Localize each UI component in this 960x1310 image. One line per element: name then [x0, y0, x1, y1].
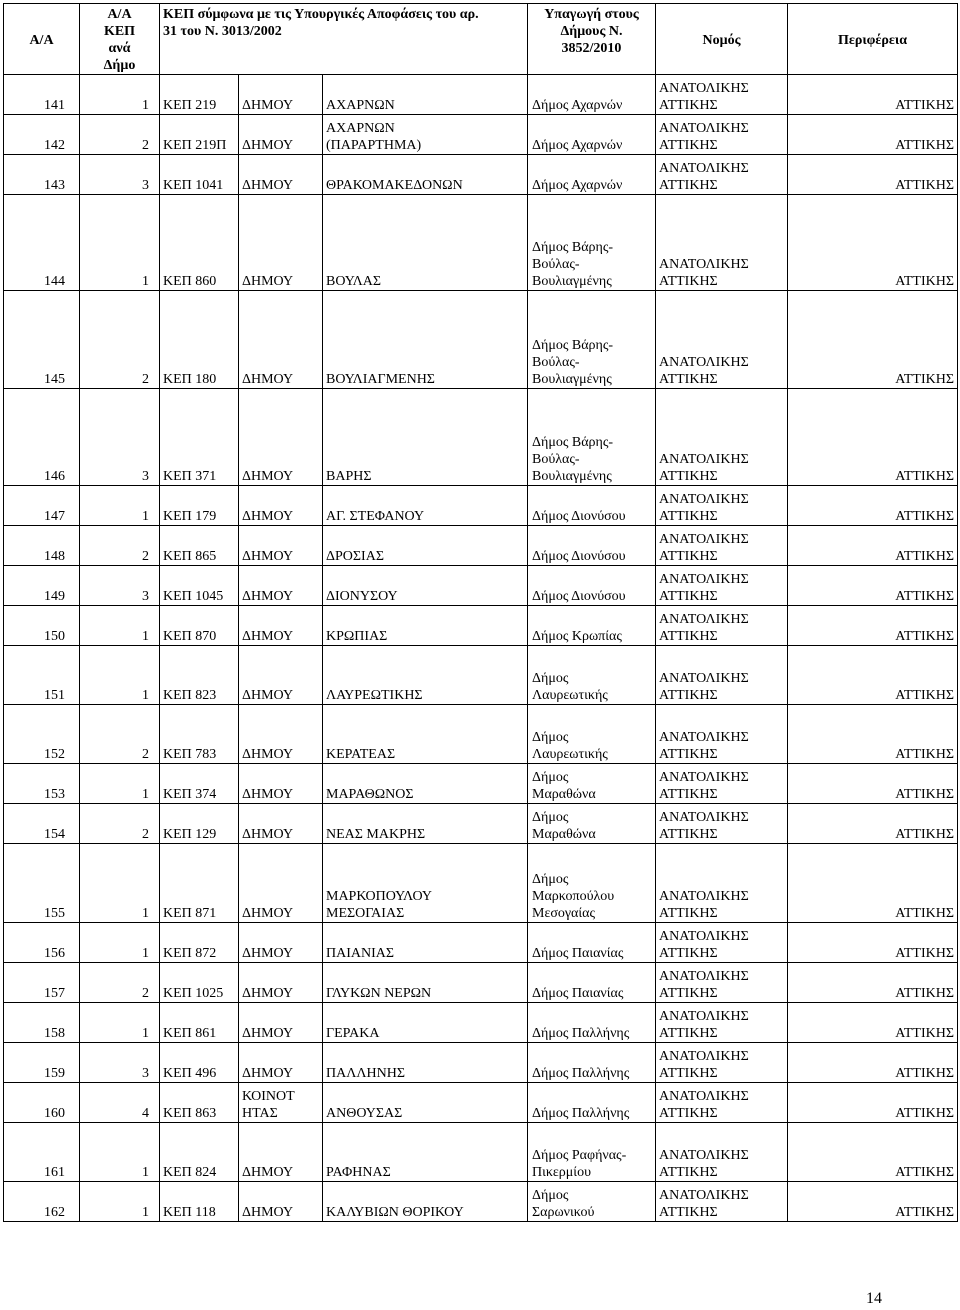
- row-ypagogi: Δήμος Σαρωνικού: [528, 1182, 656, 1222]
- row-ypagogi: Δήμος Διονύσου: [528, 526, 656, 566]
- row-kep: ΚΕΠ 823: [160, 646, 239, 705]
- row-aa: 149: [4, 566, 80, 606]
- row-aa: 158: [4, 1003, 80, 1043]
- row-aa: 154: [4, 804, 80, 844]
- row-type: ΔΗΜΟΥ: [239, 844, 323, 923]
- row-perifereia: ΑΤΤΙΚΗΣ: [788, 764, 958, 804]
- row-nomos: ΑΝΑΤΟΛΙΚΗΣ ΑΤΤΙΚΗΣ: [656, 115, 788, 155]
- row-kep: ΚΕΠ 860: [160, 195, 239, 291]
- row-nomos: ΑΝΑΤΟΛΙΚΗΣ ΑΤΤΙΚΗΣ: [656, 75, 788, 115]
- row-type: ΔΗΜΟΥ: [239, 923, 323, 963]
- row-type: ΔΗΜΟΥ: [239, 1043, 323, 1083]
- table-row: [4, 155, 958, 195]
- row-type: ΔΗΜΟΥ: [239, 389, 323, 486]
- row-aa-dimo: 1: [80, 1182, 160, 1222]
- row-ypagogi: Δήμος Ραφήνας- Πικερμίου: [528, 1123, 656, 1182]
- row-aa-dimo: 3: [80, 389, 160, 486]
- row-name: ΑΝΘΟΥΣΑΣ: [323, 1083, 528, 1123]
- row-name: ΔΙΟΝΥΣΟΥ: [323, 566, 528, 606]
- table-row: [4, 526, 958, 566]
- row-nomos: ΑΝΑΤΟΛΙΚΗΣ ΑΤΤΙΚΗΣ: [656, 844, 788, 923]
- row-name: ΜΑΡΑΘΩΝΟΣ: [323, 764, 528, 804]
- row-aa: 155: [4, 844, 80, 923]
- row-type: ΔΗΜΟΥ: [239, 195, 323, 291]
- row-type: ΔΗΜΟΥ: [239, 1003, 323, 1043]
- page-number: 14: [866, 1290, 882, 1307]
- row-perifereia: ΑΤΤΙΚΗΣ: [788, 1043, 958, 1083]
- row-ypagogi: Δήμος Διονύσου: [528, 566, 656, 606]
- row-name: ΑΧΑΡΝΩΝ: [323, 75, 528, 115]
- row-ypagogi: Δήμος Βάρης- Βούλας- Βουλιαγμένης: [528, 195, 656, 291]
- row-aa-dimo: 1: [80, 75, 160, 115]
- row-nomos: ΑΝΑΤΟΛΙΚΗΣ ΑΤΤΙΚΗΣ: [656, 764, 788, 804]
- table-row: [4, 75, 958, 115]
- row-type: ΔΗΜΟΥ: [239, 606, 323, 646]
- row-nomos: ΑΝΑΤΟΛΙΚΗΣ ΑΤΤΙΚΗΣ: [656, 606, 788, 646]
- row-kep: ΚΕΠ 872: [160, 923, 239, 963]
- header-ypagogi: Υπαγωγή στους Δήμους Ν. 3852/2010: [528, 4, 656, 75]
- row-ypagogi: Δήμος Αχαρνών: [528, 75, 656, 115]
- row-kep: ΚΕΠ 1025: [160, 963, 239, 1003]
- row-aa-dimo: 1: [80, 844, 160, 923]
- row-name: ΠΑΛΛΗΝΗΣ: [323, 1043, 528, 1083]
- header-perifereia: Περιφέρεια: [788, 4, 958, 75]
- row-name: ΒΟΥΛΙΑΓΜΕΝΗΣ: [323, 291, 528, 389]
- row-type: ΔΗΜΟΥ: [239, 1123, 323, 1182]
- row-perifereia: ΑΤΤΙΚΗΣ: [788, 1182, 958, 1222]
- row-name: ΡΑΦΗΝΑΣ: [323, 1123, 528, 1182]
- table-row: [4, 705, 958, 764]
- row-aa-dimo: 3: [80, 155, 160, 195]
- header-aa: Α/Α: [4, 4, 80, 75]
- row-perifereia: ΑΤΤΙΚΗΣ: [788, 291, 958, 389]
- row-kep: ΚΕΠ 118: [160, 1182, 239, 1222]
- row-aa: 162: [4, 1182, 80, 1222]
- row-perifereia: ΑΤΤΙΚΗΣ: [788, 115, 958, 155]
- row-name: ΓΛΥΚΩΝ ΝΕΡΩΝ: [323, 963, 528, 1003]
- header-kep: ΚΕΠ σύμφωνα με τις Υπουργικές Αποφάσεις του αρ. 31 του Ν. 3013/2002: [160, 4, 528, 75]
- row-nomos: ΑΝΑΤΟΛΙΚΗΣ ΑΤΤΙΚΗΣ: [656, 291, 788, 389]
- row-aa: 152: [4, 705, 80, 764]
- row-name: ΑΓ. ΣΤΕΦΑΝΟΥ: [323, 486, 528, 526]
- row-perifereia: ΑΤΤΙΚΗΣ: [788, 75, 958, 115]
- row-type: ΚΟΙΝΟΤ ΗΤΑΣ: [239, 1083, 323, 1123]
- row-ypagogi: Δήμος Παιανίας: [528, 923, 656, 963]
- header-aa-dimo: Α/Α ΚΕΠ ανά Δήμο: [80, 4, 160, 75]
- table-row: [4, 115, 958, 155]
- row-type: ΔΗΜΟΥ: [239, 1182, 323, 1222]
- table-row: [4, 844, 958, 923]
- table-row: [4, 764, 958, 804]
- row-aa-dimo: 3: [80, 1043, 160, 1083]
- row-kep: ΚΕΠ 861: [160, 1003, 239, 1043]
- row-kep: ΚΕΠ 870: [160, 606, 239, 646]
- row-aa: 146: [4, 389, 80, 486]
- row-aa-dimo: 2: [80, 705, 160, 764]
- row-ypagogi: Δήμος Παιανίας: [528, 963, 656, 1003]
- header-nomos: Νομός: [656, 4, 788, 75]
- row-nomos: ΑΝΑΤΟΛΙΚΗΣ ΑΤΤΙΚΗΣ: [656, 1182, 788, 1222]
- row-kep: ΚΕΠ 1045: [160, 566, 239, 606]
- row-aa: 142: [4, 115, 80, 155]
- row-name: ΘΡΑΚΟΜΑΚΕΔΟΝΩΝ: [323, 155, 528, 195]
- row-type: ΔΗΜΟΥ: [239, 155, 323, 195]
- row-nomos: ΑΝΑΤΟΛΙΚΗΣ ΑΤΤΙΚΗΣ: [656, 389, 788, 486]
- row-kep: ΚΕΠ 374: [160, 764, 239, 804]
- row-aa-dimo: 2: [80, 804, 160, 844]
- row-nomos: ΑΝΑΤΟΛΙΚΗΣ ΑΤΤΙΚΗΣ: [656, 804, 788, 844]
- row-nomos: ΑΝΑΤΟΛΙΚΗΣ ΑΤΤΙΚΗΣ: [656, 1123, 788, 1182]
- row-ypagogi: Δήμος Μαραθώνα: [528, 804, 656, 844]
- row-type: ΔΗΜΟΥ: [239, 764, 323, 804]
- row-ypagogi: Δήμος Λαυρεωτικής: [528, 705, 656, 764]
- table-row: [4, 606, 958, 646]
- row-aa-dimo: 1: [80, 1123, 160, 1182]
- row-type: ΔΗΜΟΥ: [239, 646, 323, 705]
- row-perifereia: ΑΤΤΙΚΗΣ: [788, 646, 958, 705]
- row-nomos: ΑΝΑΤΟΛΙΚΗΣ ΑΤΤΙΚΗΣ: [656, 646, 788, 705]
- row-aa-dimo: 2: [80, 526, 160, 566]
- table-row: [4, 1043, 958, 1083]
- row-perifereia: ΑΤΤΙΚΗΣ: [788, 195, 958, 291]
- row-ypagogi: Δήμος Λαυρεωτικής: [528, 646, 656, 705]
- row-name: ΠΑΙΑΝΙΑΣ: [323, 923, 528, 963]
- row-perifereia: ΑΤΤΙΚΗΣ: [788, 155, 958, 195]
- table-row: [4, 486, 958, 526]
- row-aa-dimo: 2: [80, 963, 160, 1003]
- row-nomos: ΑΝΑΤΟΛΙΚΗΣ ΑΤΤΙΚΗΣ: [656, 486, 788, 526]
- row-kep: ΚΕΠ 863: [160, 1083, 239, 1123]
- row-perifereia: ΑΤΤΙΚΗΣ: [788, 923, 958, 963]
- row-kep: ΚΕΠ 180: [160, 291, 239, 389]
- table-row: [4, 291, 958, 389]
- table-row: [4, 566, 958, 606]
- row-name: ΜΑΡΚΟΠΟΥΛΟΥ ΜΕΣΟΓΑΙΑΣ: [323, 844, 528, 923]
- row-aa: 151: [4, 646, 80, 705]
- row-nomos: ΑΝΑΤΟΛΙΚΗΣ ΑΤΤΙΚΗΣ: [656, 566, 788, 606]
- row-aa: 160: [4, 1083, 80, 1123]
- table-row: [4, 1003, 958, 1043]
- table-row: [4, 195, 958, 291]
- row-kep: ΚΕΠ 179: [160, 486, 239, 526]
- row-name: ΔΡΟΣΙΑΣ: [323, 526, 528, 566]
- row-type: ΔΗΜΟΥ: [239, 526, 323, 566]
- row-perifereia: ΑΤΤΙΚΗΣ: [788, 486, 958, 526]
- row-perifereia: ΑΤΤΙΚΗΣ: [788, 1123, 958, 1182]
- row-aa-dimo: 2: [80, 115, 160, 155]
- row-perifereia: ΑΤΤΙΚΗΣ: [788, 705, 958, 764]
- row-ypagogi: Δήμος Κρωπίας: [528, 606, 656, 646]
- row-aa: 143: [4, 155, 80, 195]
- table-body: [4, 75, 958, 1222]
- table-row: [4, 1123, 958, 1182]
- row-perifereia: ΑΤΤΙΚΗΣ: [788, 606, 958, 646]
- row-aa: 161: [4, 1123, 80, 1182]
- row-perifereia: ΑΤΤΙΚΗΣ: [788, 389, 958, 486]
- row-nomos: ΑΝΑΤΟΛΙΚΗΣ ΑΤΤΙΚΗΣ: [656, 1003, 788, 1043]
- row-type: ΔΗΜΟΥ: [239, 566, 323, 606]
- row-name: ΝΕΑΣ ΜΑΚΡΗΣ: [323, 804, 528, 844]
- row-perifereia: ΑΤΤΙΚΗΣ: [788, 1003, 958, 1043]
- row-ypagogi: Δήμος Μαραθώνα: [528, 764, 656, 804]
- row-aa: 156: [4, 923, 80, 963]
- row-name: ΚΑΛΥΒΙΩΝ ΘΟΡΙΚΟΥ: [323, 1182, 528, 1222]
- row-nomos: ΑΝΑΤΟΛΙΚΗΣ ΑΤΤΙΚΗΣ: [656, 923, 788, 963]
- row-ypagogi: Δήμος Παλλήνης: [528, 1003, 656, 1043]
- table-row: [4, 923, 958, 963]
- row-nomos: ΑΝΑΤΟΛΙΚΗΣ ΑΤΤΙΚΗΣ: [656, 526, 788, 566]
- row-kep: ΚΕΠ 824: [160, 1123, 239, 1182]
- table-row: [4, 1083, 958, 1123]
- row-type: ΔΗΜΟΥ: [239, 486, 323, 526]
- table-row: [4, 1182, 958, 1222]
- table-row: [4, 963, 958, 1003]
- row-aa-dimo: 1: [80, 764, 160, 804]
- row-aa-dimo: 4: [80, 1083, 160, 1123]
- row-aa-dimo: 2: [80, 291, 160, 389]
- row-type: ΔΗΜΟΥ: [239, 115, 323, 155]
- row-name: ΓΕΡΑΚΑ: [323, 1003, 528, 1043]
- row-nomos: ΑΝΑΤΟΛΙΚΗΣ ΑΤΤΙΚΗΣ: [656, 1083, 788, 1123]
- row-aa: 153: [4, 764, 80, 804]
- row-nomos: ΑΝΑΤΟΛΙΚΗΣ ΑΤΤΙΚΗΣ: [656, 1043, 788, 1083]
- row-ypagogi: Δήμος Βάρης- Βούλας- Βουλιαγμένης: [528, 389, 656, 486]
- row-ypagogi: Δήμος Παλλήνης: [528, 1083, 656, 1123]
- row-aa-dimo: 1: [80, 646, 160, 705]
- row-name: ΑΧΑΡΝΩΝ (ΠΑΡΑΡΤΗΜΑ): [323, 115, 528, 155]
- row-type: ΔΗΜΟΥ: [239, 705, 323, 764]
- row-kep: ΚΕΠ 1041: [160, 155, 239, 195]
- table-header-row: [4, 4, 958, 75]
- row-name: ΛΑΥΡΕΩΤΙΚΗΣ: [323, 646, 528, 705]
- row-kep: ΚΕΠ 496: [160, 1043, 239, 1083]
- row-type: ΔΗΜΟΥ: [239, 963, 323, 1003]
- row-ypagogi: Δήμος Μαρκοπούλου Μεσογαίας: [528, 844, 656, 923]
- row-aa: 148: [4, 526, 80, 566]
- row-nomos: ΑΝΑΤΟΛΙΚΗΣ ΑΤΤΙΚΗΣ: [656, 963, 788, 1003]
- row-kep: ΚΕΠ 371: [160, 389, 239, 486]
- row-nomos: ΑΝΑΤΟΛΙΚΗΣ ΑΤΤΙΚΗΣ: [656, 705, 788, 764]
- row-kep: ΚΕΠ 129: [160, 804, 239, 844]
- row-name: ΒΑΡΗΣ: [323, 389, 528, 486]
- row-nomos: ΑΝΑΤΟΛΙΚΗΣ ΑΤΤΙΚΗΣ: [656, 155, 788, 195]
- row-aa: 150: [4, 606, 80, 646]
- row-ypagogi: Δήμος Παλλήνης: [528, 1043, 656, 1083]
- row-name: ΚΕΡΑΤΕΑΣ: [323, 705, 528, 764]
- row-type: ΔΗΜΟΥ: [239, 75, 323, 115]
- row-nomos: ΑΝΑΤΟΛΙΚΗΣ ΑΤΤΙΚΗΣ: [656, 195, 788, 291]
- row-perifereia: ΑΤΤΙΚΗΣ: [788, 844, 958, 923]
- row-name: ΚΡΩΠΙΑΣ: [323, 606, 528, 646]
- row-aa-dimo: 1: [80, 486, 160, 526]
- row-kep: ΚΕΠ 871: [160, 844, 239, 923]
- row-type: ΔΗΜΟΥ: [239, 804, 323, 844]
- kep-table: [3, 3, 958, 1222]
- row-aa: 147: [4, 486, 80, 526]
- row-ypagogi: Δήμος Βάρης- Βούλας- Βουλιαγμένης: [528, 291, 656, 389]
- row-perifereia: ΑΤΤΙΚΗΣ: [788, 526, 958, 566]
- row-perifereia: ΑΤΤΙΚΗΣ: [788, 963, 958, 1003]
- row-kep: ΚΕΠ 219Π: [160, 115, 239, 155]
- row-aa: 141: [4, 75, 80, 115]
- row-kep: ΚΕΠ 219: [160, 75, 239, 115]
- row-aa-dimo: 3: [80, 566, 160, 606]
- row-perifereia: ΑΤΤΙΚΗΣ: [788, 804, 958, 844]
- row-aa-dimo: 1: [80, 195, 160, 291]
- row-ypagogi: Δήμος Αχαρνών: [528, 115, 656, 155]
- row-kep: ΚΕΠ 783: [160, 705, 239, 764]
- row-aa-dimo: 1: [80, 606, 160, 646]
- row-kep: ΚΕΠ 865: [160, 526, 239, 566]
- row-aa-dimo: 1: [80, 923, 160, 963]
- table-row: [4, 804, 958, 844]
- row-ypagogi: Δήμος Διονύσου: [528, 486, 656, 526]
- row-name: ΒΟΥΛΑΣ: [323, 195, 528, 291]
- row-aa: 159: [4, 1043, 80, 1083]
- row-aa: 144: [4, 195, 80, 291]
- row-aa-dimo: 1: [80, 1003, 160, 1043]
- row-aa: 157: [4, 963, 80, 1003]
- table-row: [4, 389, 958, 486]
- table-row: [4, 646, 958, 705]
- row-perifereia: ΑΤΤΙΚΗΣ: [788, 1083, 958, 1123]
- row-type: ΔΗΜΟΥ: [239, 291, 323, 389]
- row-ypagogi: Δήμος Αχαρνών: [528, 155, 656, 195]
- row-aa: 145: [4, 291, 80, 389]
- row-perifereia: ΑΤΤΙΚΗΣ: [788, 566, 958, 606]
